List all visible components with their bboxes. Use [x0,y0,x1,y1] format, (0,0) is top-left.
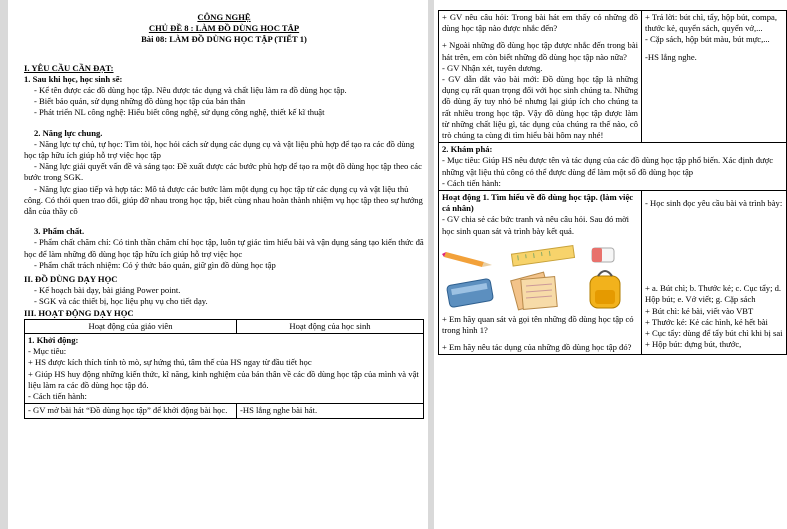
section-1-1-title: 1. Sau khi học, học sinh sẽ: [24,73,123,84]
school-supplies-images [442,240,638,310]
student-cell: -HS lắng nghe bài hát. [237,404,424,418]
page-2-content [438,10,787,355]
teacher-question: + Em hãy quan sát và gọi tên những đồ dùng học tập có trong hình 1? [442,313,634,336]
section-1-2-item: - Năng lực tự chủ, tự học: Tìm tòi, học hỏi cách sử dụng các dụng cụ và vật liệu phù hợp để tạo ra các đồ dùng học tập hữu ích giúp hỗ trợ việc học tập [24,138,415,161]
section-2-item: - SGK và các thiết bị, học liệu phụ vụ cho tiết dạy. [34,296,208,307]
section-1-title: I. YÊU CẦU CẦN ĐẠT: [24,62,114,73]
explore-goal: - Mục tiêu: Giúp HS nêu được tên và tác dụng của các đồ dùng học tập phổ biến. Xác định được những vật liệu thủ công có thể được dùng để làm một số đồ dùng học tập [442,155,774,177]
subject-title: CÔNG NGHỆ [197,12,251,22]
column-header-teacher: Hoạt động của giáo viên [25,319,237,333]
activity-1-title: Hoạt động 1. Tìm hiểu về đồ dùng học tập. (làm việc cá nhân) [442,192,634,214]
pencil-case-icon [446,278,493,307]
column-header-student: Hoạt động của học sinh [237,319,424,333]
section-3-title: III. HOẠT ĐỘNG DẠY HỌC [24,307,134,318]
student-response: + a. Bút chì; b. Thước kẻ; c. Cục tẩy; d. Hộp bút; e. Vở viết; g. Cặp sách [645,283,782,305]
student-answer: - Cặp sách, hộp bút màu, bút mực,... [645,34,770,45]
teacher-question: + Ngoài những đồ dùng học tập được nhắc đến trong bài hát trên, em còn biết những đồ dùng học tập nào nữa? [442,40,638,62]
backpack-icon [590,271,620,308]
explore-method: - Cách tiến hành: [442,177,501,188]
student-response: - Học sinh đọc yêu cầu bài và trình bày: [645,198,783,209]
teacher-instruction: - GV chia sẻ các bức tranh và nêu câu hỏi. Sau đó mời học sinh quan sát và trình bày kết quả. [442,214,630,236]
ruler-icon [511,245,574,266]
warmup-goal: + HS được kích thích tính tò mò, sự hứng thú, tâm thế của HS ngay từ đầu tiết học [28,357,312,368]
section-1-1-item: - Kể tên được các đồ dùng học tập. Nêu được tác dụng và chất liệu làm ra đồ dùng học tập. [34,85,347,96]
section-1-2-item: - Năng lực giao tiếp và hợp tác: Mô tả được các bước làm một dụng cụ học tập từ các dụng cụ và vật liệu thủ công. Có thói quen trao đổi, giúp đỡ nhau trong học tập, biết cùng nhau hoàn thành nhiệm vụ học tập theo sự hướng dẫn của thầy cô [24,183,423,217]
explore-cell [439,143,787,191]
teacher-question: + Em hãy nêu tác dụng của những đồ dùng học tập đó? [442,342,632,353]
student-cell [642,191,787,355]
section-1-2-item: - Năng lực giải quyết vấn đề và sáng tạo: Đề xuất được các bước phù hợp để tạo ra một đồ dùng học tập theo các bước trong SGK. [24,161,422,183]
section-1-3-item: - Phẩm chất trách nhiệm: Có ý thức bảo quản, giữ gìn đồ dùng học tập [34,259,276,270]
explore-title: 2. Khám phá: [442,144,493,155]
student-response: + Thước kẻ: Kẻ các hình, kẻ hết bài [645,316,768,327]
section-1-2-title: 2. Năng lực chung. [34,127,103,138]
document-page-2 [434,0,787,529]
section-2-item: - Kế hoạch bài dạy, bài giảng Power point. [34,285,181,296]
warmup-goal: + Giúp HS huy động những kiến thức, kĩ năng, kinh nghiệm của bản thân về các đồ dùng học tập của mình và vật liệu làm ra các đồ dùng học tập đó. [28,368,419,390]
activities-table [24,319,424,419]
notebook-icon [511,272,558,310]
teacher-intro: - GV dẫn dắt vào bài mới: Đồ dùng học tập là những dụng cụ rất quan trọng đối với học sinh chúng ta. Những đồ dùng ấy tuy nhỏ bé nhưng lại giúp ích cho chúng ta rất nhiều trong học tập. Vậy đồ dùng học tập được làm từ những chất liệu gì, tác dụng của chúng ra thế nào, cô trò chúng ta cùng đi tìm hiểu bài hôm nay nhé! [442,74,638,141]
teacher-comment: - GV Nhận xét, tuyên dương. [442,62,543,73]
student-cell [642,11,787,143]
school-supplies-picture [442,240,638,312]
teacher-cell [439,191,642,355]
student-response: + Cục tẩy: dùng để tẩy bút chì khi bị sai [645,328,783,339]
section-1-3-title: 3. Phẩm chất. [34,226,85,237]
warmup-title: 1. Khởi động: [28,335,79,346]
section-1-1-item: - Biết bảo quản, sử dụng những đồ dùng học tập của bản thân [34,96,246,107]
eraser-icon [592,248,614,262]
activities-table-continued [438,10,787,355]
warmup-goal-label: - Mục tiêu: [28,346,67,357]
topic-title: CHỦ ĐỀ 8 : LÀM ĐỒ DÙNG HỌC TẬP [148,23,300,34]
student-answer: + Trả lời: bút chì, tẩy, hộp bút, compa, thước kẻ, quyển sách, quyển vở,... [645,12,778,34]
student-answer: -HS lắng nghe. [645,51,697,62]
page-1-content [24,12,424,419]
warmup-method: - Cách tiến hành: [28,391,87,402]
section-1-3-item: - Phẩm chất chăm chỉ: Có tinh thần chăm chỉ học tập, luôn tự giác tìm hiểu bài và vận dụng sáng tạo kiến thức đã học để làm những đồ dùng học tập hữu ích giúp hỗ trợ việc học [24,237,424,259]
section-1-1-item: - Phát triển NL công nghệ: Hiểu biết công nghệ, sử dụng công nghệ, thiết kế kĩ thuật [34,107,325,118]
teacher-question: + GV nêu câu hỏi: Trong bài hát em thấy có những đồ dùng học tập nào được nhắc đến? [442,12,638,34]
document-page-1 [8,0,428,529]
student-response: + Hộp bút: đựng bút, thước, [645,339,742,350]
pencil-icon [442,252,492,267]
lesson-title: Bài 08: LÀM ĐỒ DÙNG HỌC TẬP (TIẾT 1) [141,34,307,45]
section-2-title: II. ĐỒ DÙNG DẠY HỌC [24,274,118,285]
teacher-cell [439,11,642,143]
warmup-cell [25,334,424,404]
teacher-cell: - GV mở bài hát “Đồ dùng học tập” để khởi động bài học. [25,404,237,418]
student-response: + Bút chì: kẻ bài, viết vào VBT [645,305,754,316]
